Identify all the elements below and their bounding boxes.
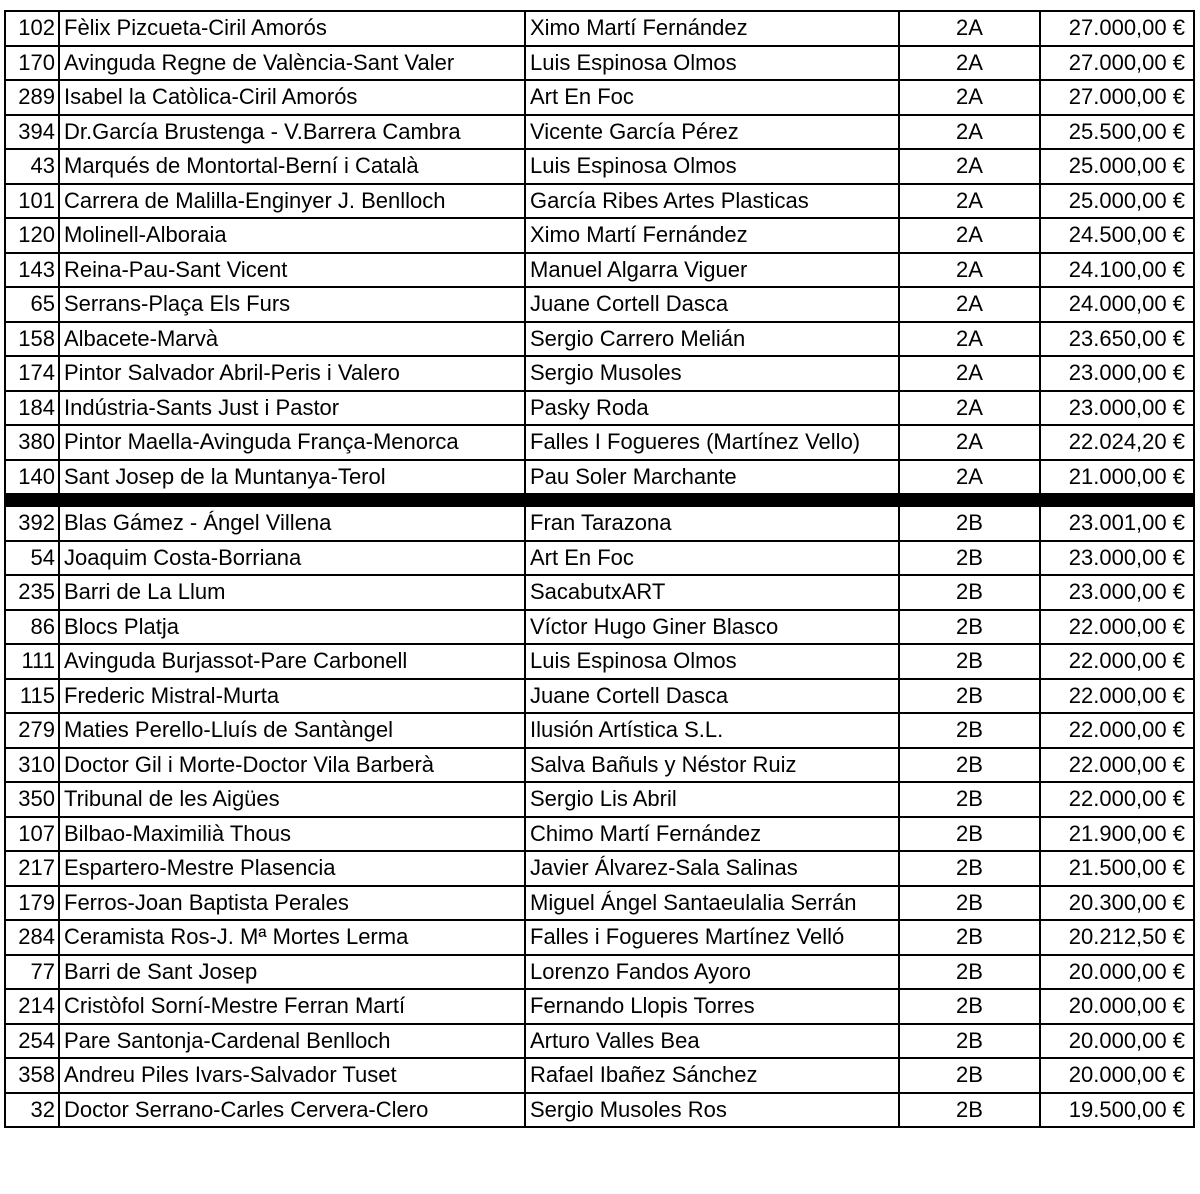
falla-category: 2B: [899, 541, 1040, 576]
falla-category: 2B: [899, 782, 1040, 817]
falla-number: 158: [5, 322, 59, 357]
falla-artist: Luis Espinosa Olmos: [525, 644, 899, 679]
table-row: [5, 460, 1194, 495]
falla-number: 284: [5, 920, 59, 955]
falla-amount: 27.000,00 €: [1040, 80, 1194, 115]
falla-category: 2B: [899, 955, 1040, 990]
falla-location: Isabel la Catòlica-Ciril Amorós: [59, 80, 525, 115]
falla-location: Pintor Salvador Abril-Peris i Valero: [59, 356, 525, 391]
falla-category: 2A: [899, 391, 1040, 426]
table-row: [5, 391, 1194, 426]
falla-category: 2B: [899, 679, 1040, 714]
falla-amount: 23.000,00 €: [1040, 541, 1194, 576]
table-body: [5, 11, 1194, 1127]
falla-location: Serrans-Plaça Els Furs: [59, 287, 525, 322]
table-row: [5, 955, 1194, 990]
falla-number: 394: [5, 115, 59, 150]
falla-location: Pintor Maella-Avinguda França-Menorca: [59, 425, 525, 460]
falla-artist: Luis Espinosa Olmos: [525, 46, 899, 81]
falla-category: 2B: [899, 575, 1040, 610]
falla-category: 2A: [899, 253, 1040, 288]
falla-number: 54: [5, 541, 59, 576]
falla-artist: Sergio Musoles: [525, 356, 899, 391]
falla-location: Frederic Mistral-Murta: [59, 679, 525, 714]
falla-category: 2B: [899, 713, 1040, 748]
separator-bar: [5, 494, 1194, 506]
falla-location: Joaquim Costa-Borriana: [59, 541, 525, 576]
falla-number: 111: [5, 644, 59, 679]
falla-location: Avinguda Regne de València-Sant Valer: [59, 46, 525, 81]
falla-amount: 21.900,00 €: [1040, 817, 1194, 852]
falla-number: 235: [5, 575, 59, 610]
falla-amount: 23.650,00 €: [1040, 322, 1194, 357]
table-row: [5, 11, 1194, 46]
falla-location: Doctor Serrano-Carles Cervera-Clero: [59, 1093, 525, 1128]
falla-category: 2B: [899, 989, 1040, 1024]
falla-artist: Arturo Valles Bea: [525, 1024, 899, 1059]
falla-category: 2B: [899, 1024, 1040, 1059]
falla-artist: Manuel Algarra Viguer: [525, 253, 899, 288]
table-row: [5, 218, 1194, 253]
falla-number: 217: [5, 851, 59, 886]
falla-category: 2B: [899, 817, 1040, 852]
falla-category: 2B: [899, 1058, 1040, 1093]
table-row: [5, 1093, 1194, 1128]
falla-artist: Luis Espinosa Olmos: [525, 149, 899, 184]
falla-location: Avinguda Burjassot-Pare Carbonell: [59, 644, 525, 679]
falla-amount: 24.100,00 €: [1040, 253, 1194, 288]
falla-amount: 21.500,00 €: [1040, 851, 1194, 886]
falla-location: Sant Josep de la Muntanya-Terol: [59, 460, 525, 495]
falla-amount: 22.000,00 €: [1040, 782, 1194, 817]
table-row: [5, 851, 1194, 886]
table-row: [5, 989, 1194, 1024]
falla-category: 2B: [899, 851, 1040, 886]
falla-category: 2B: [899, 610, 1040, 645]
falla-number: 120: [5, 218, 59, 253]
falla-artist: Juane Cortell Dasca: [525, 287, 899, 322]
falla-category: 2A: [899, 46, 1040, 81]
falla-number: 65: [5, 287, 59, 322]
falla-artist: Pau Soler Marchante: [525, 460, 899, 495]
falla-category: 2A: [899, 322, 1040, 357]
falla-category: 2B: [899, 1093, 1040, 1128]
falla-location: Blocs Platja: [59, 610, 525, 645]
falla-amount: 27.000,00 €: [1040, 46, 1194, 81]
falla-number: 115: [5, 679, 59, 714]
falla-category: 2A: [899, 80, 1040, 115]
falla-location: Reina-Pau-Sant Vicent: [59, 253, 525, 288]
falla-artist: Ximo Martí Fernández: [525, 218, 899, 253]
falla-location: Fèlix Pizcueta-Ciril Amorós: [59, 11, 525, 46]
falla-location: Andreu Piles Ivars-Salvador Tuset: [59, 1058, 525, 1093]
table-row: [5, 46, 1194, 81]
falla-category: 2A: [899, 425, 1040, 460]
table-row: [5, 1058, 1194, 1093]
falla-category: 2B: [899, 644, 1040, 679]
falla-artist: Sergio Lis Abril: [525, 782, 899, 817]
falla-number: 392: [5, 506, 59, 541]
falla-number: 214: [5, 989, 59, 1024]
falla-location: Carrera de Malilla-Enginyer J. Benlloch: [59, 184, 525, 219]
table-row: [5, 817, 1194, 852]
falla-category: 2B: [899, 886, 1040, 921]
table-row: [5, 748, 1194, 783]
falla-location: Marqués de Montortal-Berní i Català: [59, 149, 525, 184]
falla-amount: 20.212,50 €: [1040, 920, 1194, 955]
falla-location: Tribunal de les Aigües: [59, 782, 525, 817]
falla-location: Indústria-Sants Just i Pastor: [59, 391, 525, 426]
falla-location: Blas Gámez - Ángel Villena: [59, 506, 525, 541]
falla-artist: Pasky Roda: [525, 391, 899, 426]
falla-category: 2A: [899, 460, 1040, 495]
falla-amount: 21.000,00 €: [1040, 460, 1194, 495]
falla-artist: Salva Bañuls y Néstor Ruiz: [525, 748, 899, 783]
falla-category: 2B: [899, 506, 1040, 541]
falla-number: 184: [5, 391, 59, 426]
falla-location: Maties Perello-Lluís de Santàngel: [59, 713, 525, 748]
falla-category: 2A: [899, 356, 1040, 391]
falla-number: 140: [5, 460, 59, 495]
falla-category: 2A: [899, 149, 1040, 184]
falla-category: 2A: [899, 184, 1040, 219]
falla-category: 2A: [899, 115, 1040, 150]
falla-amount: 22.000,00 €: [1040, 610, 1194, 645]
falla-location: Barri de La Llum: [59, 575, 525, 610]
falla-amount: 20.300,00 €: [1040, 886, 1194, 921]
falla-artist: Fernando Llopis Torres: [525, 989, 899, 1024]
falla-number: 32: [5, 1093, 59, 1128]
falla-number: 254: [5, 1024, 59, 1059]
table-row: [5, 184, 1194, 219]
falla-number: 77: [5, 955, 59, 990]
falla-number: 107: [5, 817, 59, 852]
falla-category: 2A: [899, 287, 1040, 322]
table-row: [5, 886, 1194, 921]
table-row: [5, 149, 1194, 184]
falla-amount: 22.000,00 €: [1040, 644, 1194, 679]
falla-amount: 25.000,00 €: [1040, 149, 1194, 184]
falla-number: 43: [5, 149, 59, 184]
falla-amount: 24.500,00 €: [1040, 218, 1194, 253]
table-row: [5, 322, 1194, 357]
table-row: [5, 541, 1194, 576]
falla-amount: 19.500,00 €: [1040, 1093, 1194, 1128]
falla-number: 310: [5, 748, 59, 783]
falla-category: 2B: [899, 920, 1040, 955]
falla-amount: 27.000,00 €: [1040, 11, 1194, 46]
falla-location: Barri de Sant Josep: [59, 955, 525, 990]
falla-amount: 22.000,00 €: [1040, 748, 1194, 783]
falla-number: 279: [5, 713, 59, 748]
table-row: [5, 713, 1194, 748]
falla-artist: Falles i Fogueres Martínez Velló: [525, 920, 899, 955]
table-row: [5, 253, 1194, 288]
falla-amount: 22.000,00 €: [1040, 713, 1194, 748]
falla-artist: Ilusión Artística S.L.: [525, 713, 899, 748]
table-row: [5, 1024, 1194, 1059]
falla-artist: Art En Foc: [525, 80, 899, 115]
falla-amount: 23.001,00 €: [1040, 506, 1194, 541]
falla-artist: Chimo Martí Fernández: [525, 817, 899, 852]
falla-location: Albacete-Marvà: [59, 322, 525, 357]
falla-location: Espartero-Mestre Plasencia: [59, 851, 525, 886]
falla-artist: Sergio Musoles Ros: [525, 1093, 899, 1128]
table-row: [5, 425, 1194, 460]
falla-number: 350: [5, 782, 59, 817]
falla-artist: Art En Foc: [525, 541, 899, 576]
falla-number: 358: [5, 1058, 59, 1093]
falla-amount: 25.000,00 €: [1040, 184, 1194, 219]
falla-artist: Rafael Ibañez Sánchez: [525, 1058, 899, 1093]
falla-location: Ceramista Ros-J. Mª Mortes Lerma: [59, 920, 525, 955]
falla-number: 102: [5, 11, 59, 46]
table-row: [5, 287, 1194, 322]
falla-amount: 20.000,00 €: [1040, 1058, 1194, 1093]
falla-location: Ferros-Joan Baptista Perales: [59, 886, 525, 921]
falla-artist: Fran Tarazona: [525, 506, 899, 541]
table-row: [5, 80, 1194, 115]
falla-artist: Falles I Fogueres (Martínez Vello): [525, 425, 899, 460]
falla-amount: 22.000,00 €: [1040, 679, 1194, 714]
table-row: [5, 575, 1194, 610]
falla-location: Dr.García Brustenga - V.Barrera Cambra: [59, 115, 525, 150]
falla-location: Molinell-Alboraia: [59, 218, 525, 253]
falla-artist: Juane Cortell Dasca: [525, 679, 899, 714]
falla-artist: SacabutxART: [525, 575, 899, 610]
falla-number: 101: [5, 184, 59, 219]
falla-artist: Víctor Hugo Giner Blasco: [525, 610, 899, 645]
falla-amount: 25.500,00 €: [1040, 115, 1194, 150]
falla-amount: 22.024,20 €: [1040, 425, 1194, 460]
table-row: [5, 782, 1194, 817]
falla-amount: 23.000,00 €: [1040, 575, 1194, 610]
falla-table: [4, 10, 1195, 1128]
falla-number: 380: [5, 425, 59, 460]
falla-artist: Vicente García Pérez: [525, 115, 899, 150]
falla-category: 2B: [899, 748, 1040, 783]
falla-amount: 23.000,00 €: [1040, 391, 1194, 426]
falla-number: 86: [5, 610, 59, 645]
falla-amount: 23.000,00 €: [1040, 356, 1194, 391]
falla-amount: 20.000,00 €: [1040, 955, 1194, 990]
falla-location: Pare Santonja-Cardenal Benlloch: [59, 1024, 525, 1059]
falla-location: Bilbao-Maximilià Thous: [59, 817, 525, 852]
falla-artist: Lorenzo Fandos Ayoro: [525, 955, 899, 990]
falla-artist: García Ribes Artes Plasticas: [525, 184, 899, 219]
falla-number: 174: [5, 356, 59, 391]
falla-artist: Miguel Ángel Santaeulalia Serrán: [525, 886, 899, 921]
table-row: [5, 506, 1194, 541]
falla-artist: Ximo Martí Fernández: [525, 11, 899, 46]
falla-location: Doctor Gil i Morte-Doctor Vila Barberà: [59, 748, 525, 783]
falla-number: 179: [5, 886, 59, 921]
table-row: [5, 610, 1194, 645]
table-row: [5, 920, 1194, 955]
falla-amount: 20.000,00 €: [1040, 989, 1194, 1024]
falla-artist: Sergio Carrero Melián: [525, 322, 899, 357]
table-row: [5, 115, 1194, 150]
table-row: [5, 679, 1194, 714]
falla-number: 170: [5, 46, 59, 81]
table-row: [5, 644, 1194, 679]
table-row: [5, 356, 1194, 391]
falla-category: 2A: [899, 11, 1040, 46]
falla-location: Cristòfol Sorní-Mestre Ferran Martí: [59, 989, 525, 1024]
section-separator: [5, 494, 1194, 506]
falla-amount: 24.000,00 €: [1040, 287, 1194, 322]
falla-amount: 20.000,00 €: [1040, 1024, 1194, 1059]
falla-artist: Javier Álvarez-Sala Salinas: [525, 851, 899, 886]
falla-number: 143: [5, 253, 59, 288]
falla-category: 2A: [899, 218, 1040, 253]
falla-number: 289: [5, 80, 59, 115]
